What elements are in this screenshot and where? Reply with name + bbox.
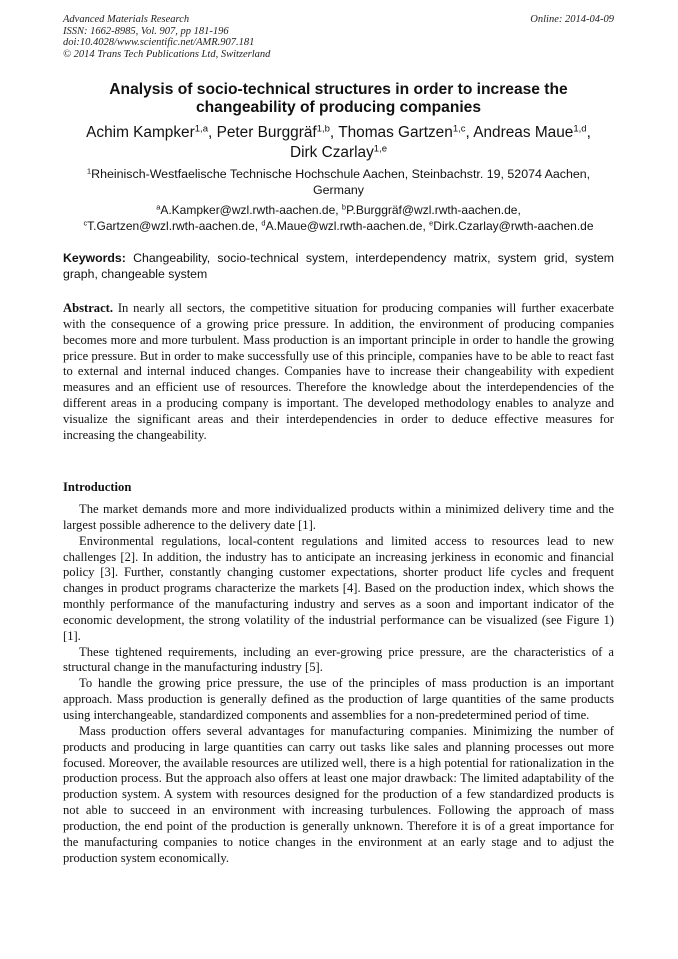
issn: ISSN: 1662-8985, Vol. 907, pp 181-196: [63, 25, 229, 37]
doi: doi:10.4028/www.scientific.net/AMR.907.181: [63, 37, 255, 49]
paragraph: To handle the growing price pressure, the use of the principles of mass production is an important approach. Mass production is generally defined as the production of large quantities of the same products using interchangeable, standardized components and assemblies for a non-predetermined period of time.: [63, 676, 614, 722]
abstract-text: In nearly all sectors, the competitive situation for producing companies will further exacerbate with the consequence of a growing price pressure. In addition, the environment of producing companies becomes more and more turbulent. Mass production is an important principle in order to handle the growing price pressure. But in order to make successfully use of this principle, companies have to be able to react fast to external and internal induced changes. Companies have to increase their changeability with expedient measures and an efficient use of resources. Therefore the knowledge about the interdependencies of the different areas in a producing company is important. The developed methodology enables to analyze and visualize the significant areas and their interdependencies in order to deduce effective measures for increasing the changeability.: [63, 301, 614, 442]
keywords-text: Changeability, socio-technical system, interdependency matrix, system grid, system graph, changeable system: [63, 251, 614, 281]
author: Achim Kampker$^{1,a}$,: [86, 123, 217, 141]
journal-name: Advanced Materials Research: [63, 14, 190, 25]
paper-title: Analysis of socio-technical structures in order to increase the changeability of producing companies: [109, 81, 568, 116]
author: Thomas Gartzen$^{1,c}$,: [338, 123, 474, 141]
abstract: [63, 301, 614, 444]
keywords-label: Keywords:: [63, 251, 126, 265]
author: Dirk Czarlay$^{1,e}$: [289, 143, 388, 161]
author-list: [63, 123, 614, 163]
email: $^a$A.Kampker@wzl.rwth-aachen.de,: [156, 202, 342, 217]
paragraph: Environmental regulations, local-content regulations and limited access to resources lead to new challenges [2]. In addition, the industry has to anticipate an increasing jerkiness in economic and financial policy [3]. Further, constantly changing customer expectations, shorter product life cycles and frequent changes in product programs characterize the markets [4]. Based on the production index, which shows the monthly performance of the manufacturing industry and serves as a soon and important indicator of the economic development, the strong volatility of the industrial performance can be visualized (see Figure 1) [1].: [63, 533, 614, 643]
online-date: Online: 2014-04-09: [530, 14, 614, 25]
paragraph: The market demands more and more individualized products within a minimized delivery time and the largest possible adherence to the delivery date [1].: [63, 502, 614, 532]
journal-header: [63, 14, 270, 61]
introduction-body: [63, 502, 614, 866]
paragraph: These tightened requirements, including an ever-growing price pressure, are the characteristics of a structural change in the manufacturing industry [5].: [63, 644, 614, 675]
author: Andreas Maue$^{1,d}$,: [473, 123, 591, 141]
affiliation: $^1$Rheinisch-Westfaelische Technische Hochschule Aachen, Steinbachstr. 19, 52074 Aachen, Germany: [86, 166, 591, 197]
copyright: © 2014 Trans Tech Publications Ltd, Switzerland: [63, 49, 271, 61]
paragraph: Mass production offers several advantages for manufacturing companies. Minimizing the number of products and producing in large quantities can carry out tasks like sales and planning processes out more focused. Moreover, the available resources are utilized well, there is a high potential for rationalization in the production process. But the approach also offers at least one major drawback: The limited adaptability of the production system. A system with resources designed for the production of a few standardized products is not able to succeed in an environment with increasing turbulences. Following the approach of mass production, the end point of the production is generally unknown. Therefore it is of a great importance for the manufacturing companies to notice changes in the environment at an early stage and to adjust the production system economically.: [63, 723, 614, 865]
email: $^b$P.Burggräf@wzl.rwth-aachen.de,: [341, 202, 521, 217]
section-heading-introduction: Introduction: [63, 480, 132, 494]
email: $^d$A.Maue@wzl.rwth-aachen.de,: [261, 218, 430, 233]
email: $^e$Dirk.Czarlay@rwth-aachen.de: [429, 218, 594, 233]
author: Peter Burggräf$^{1,b}$,: [216, 123, 339, 141]
email-list: [63, 203, 614, 234]
abstract-label: Abstract.: [63, 301, 114, 315]
keywords: [63, 251, 614, 282]
email: $^c$T.Gartzen@wzl.rwth-aachen.de,: [83, 218, 262, 233]
